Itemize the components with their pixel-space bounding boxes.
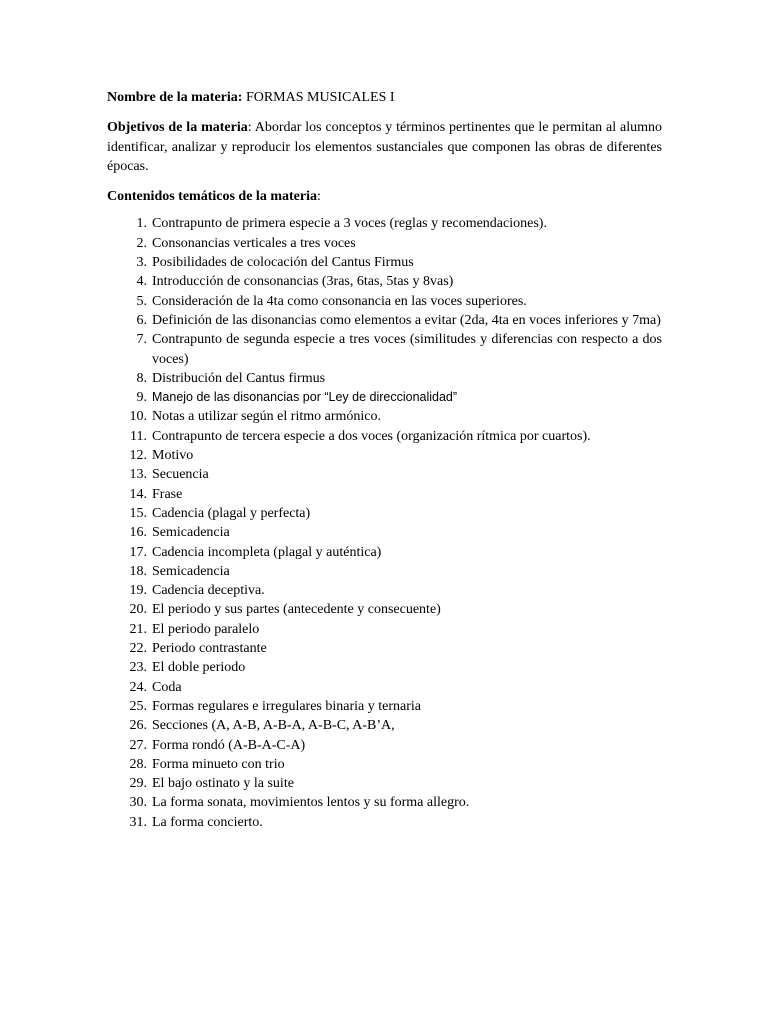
list-item-number: 11. [130, 428, 147, 444]
list-item-text: Notas a utilizar según el ritmo armónico. [152, 409, 381, 425]
list-item-number: 5. [136, 293, 147, 309]
list-item-text: Distribución del Cantus firmus [152, 370, 326, 386]
list-item-number: 15. [129, 505, 147, 521]
list-item-text: Introducción de consonancias (3ras, 6tas, 5tas y 8vas) [152, 274, 454, 290]
list-item [107, 369, 662, 388]
list-item-text: Semicadencia [152, 525, 230, 541]
list-item-number: 30. [129, 795, 147, 811]
list-item [107, 272, 662, 291]
list-item [107, 427, 662, 446]
list-item-number: 27. [129, 737, 147, 753]
list-item-number: 12. [129, 448, 147, 464]
list-item-number: 8. [136, 370, 147, 386]
objectives-text: Abordar los conceptos y términos pertinentes que le permitan al alumno identificar, analizar y reproducir los elementos sustanciales que componen las obras de diferentes épocas. [107, 120, 663, 174]
list-item-text: Definición de las disonancias como elementos a evitar (2da, 4ta en voces inferiores y 7ma) [152, 312, 661, 328]
list-item [107, 736, 662, 755]
list-item-number: 10. [129, 409, 147, 425]
list-item [107, 407, 662, 426]
list-item-text: Cadencia deceptiva. [152, 583, 265, 599]
list-item [107, 253, 662, 272]
list-item [107, 543, 662, 562]
subject-value: FORMAS MUSICALES I [245, 90, 395, 105]
list-item [107, 330, 662, 369]
list-item-number: 28. [129, 756, 147, 772]
list-item-text: El periodo paralelo [152, 621, 260, 637]
objectives-label: Objetivos de la materia [107, 120, 248, 136]
list-item [107, 658, 662, 677]
contents-colon: : [316, 189, 321, 205]
list-item-number: 1. [136, 216, 147, 232]
list-item-number: 18. [129, 563, 147, 579]
list-item-number: 26. [129, 718, 147, 734]
list-item-number: 29. [129, 776, 147, 792]
topics-list [107, 214, 662, 832]
list-item [107, 678, 662, 697]
document-page [107, 88, 662, 832]
contents-label: Contenidos temáticos de la materia [107, 189, 317, 205]
list-item-text: Contrapunto de tercera especie a dos voces (organización rítmica por cuartos). [152, 428, 591, 444]
objectives-paragraph [107, 118, 662, 176]
subject-label: Nombre de la materia: [107, 90, 243, 105]
list-item-text: Posibilidades de colocación del Cantus Firmus [152, 255, 414, 271]
list-item-text: Forma minueto con trio [152, 756, 285, 772]
list-item-text: Secuencia [152, 467, 209, 483]
list-item-number: 21. [129, 621, 147, 637]
list-item-number: 25. [129, 698, 147, 714]
list-item-text: Cadencia incompleta (plagal y auténtica) [152, 544, 382, 560]
list-item-text: El periodo y sus partes (antecedente y consecuente) [152, 602, 441, 618]
list-item [107, 523, 662, 542]
list-item-number: 9. [136, 390, 147, 406]
list-item [107, 716, 662, 735]
list-item-number: 31. [129, 814, 147, 830]
list-item-text: El bajo ostinato y la suite [152, 776, 294, 792]
objectives-colon: : [247, 120, 252, 136]
list-item-text: Manejo de las disonancias por “Ley de direccionalidad” [152, 390, 458, 405]
list-item-number: 24. [129, 679, 147, 695]
list-item-number: 23. [129, 660, 147, 676]
list-item [107, 485, 662, 504]
list-item [107, 620, 662, 639]
list-item [107, 600, 662, 619]
list-item [107, 697, 662, 716]
list-item [107, 774, 662, 793]
list-item-text: La forma concierto. [152, 814, 263, 830]
list-item-number: 17. [129, 544, 147, 560]
list-item [107, 562, 662, 581]
list-item-number: 3. [136, 255, 147, 271]
list-item-number: 13. [129, 467, 147, 483]
list-item [107, 446, 662, 465]
list-item [107, 581, 662, 600]
list-item-text: Formas regulares e irregulares binaria y ternaria [152, 698, 421, 714]
list-item-text: Frase [152, 486, 183, 502]
list-item-number: 6. [136, 312, 147, 328]
list-item-text: Consonancias verticales a tres voces [152, 235, 356, 251]
list-item-text: La forma sonata, movimientos lentos y su forma allegro. [152, 795, 470, 811]
list-item [107, 388, 662, 407]
list-item-text: Coda [152, 679, 182, 695]
list-item-number: 20. [129, 602, 147, 618]
list-item-number: 14. [129, 486, 147, 502]
list-item-number: 22. [129, 641, 147, 657]
list-item [107, 292, 662, 311]
list-item-number: 19. [129, 583, 147, 599]
list-item-text: El doble periodo [152, 660, 246, 676]
list-item [107, 234, 662, 253]
list-item-text: Periodo contrastante [152, 641, 267, 657]
list-item-number: 16. [129, 525, 147, 541]
list-item-text: Motivo [152, 448, 194, 464]
list-item-number: 2. [136, 235, 147, 251]
list-item-text: Contrapunto de segunda especie a tres voces (similitudes y diferencias con respecto a dos voces) [152, 332, 662, 367]
list-item-text: Secciones (A, A-B, A-B-A, A-B-C, A-B’A, [152, 718, 395, 734]
list-item-text: Contrapunto de primera especie a 3 voces (reglas y recomendaciones). [152, 216, 547, 232]
list-item [107, 311, 662, 330]
list-item [107, 755, 662, 774]
list-item [107, 504, 662, 523]
list-item [107, 639, 662, 658]
list-item-number: 4. [136, 274, 147, 290]
list-item-text: Forma rondó (A-B-A-C-A) [152, 737, 306, 753]
list-item [107, 465, 662, 484]
list-item-number: 7. [136, 332, 147, 348]
contents-heading [107, 187, 662, 206]
list-item [107, 214, 662, 233]
list-item-text: Consideración de la 4ta como consonancia en las voces superiores. [152, 293, 527, 309]
list-item-text: Semicadencia [152, 563, 230, 579]
list-item [107, 813, 662, 832]
list-item [107, 793, 662, 812]
subject-line [107, 88, 662, 107]
list-item-text: Cadencia (plagal y perfecta) [152, 505, 311, 521]
